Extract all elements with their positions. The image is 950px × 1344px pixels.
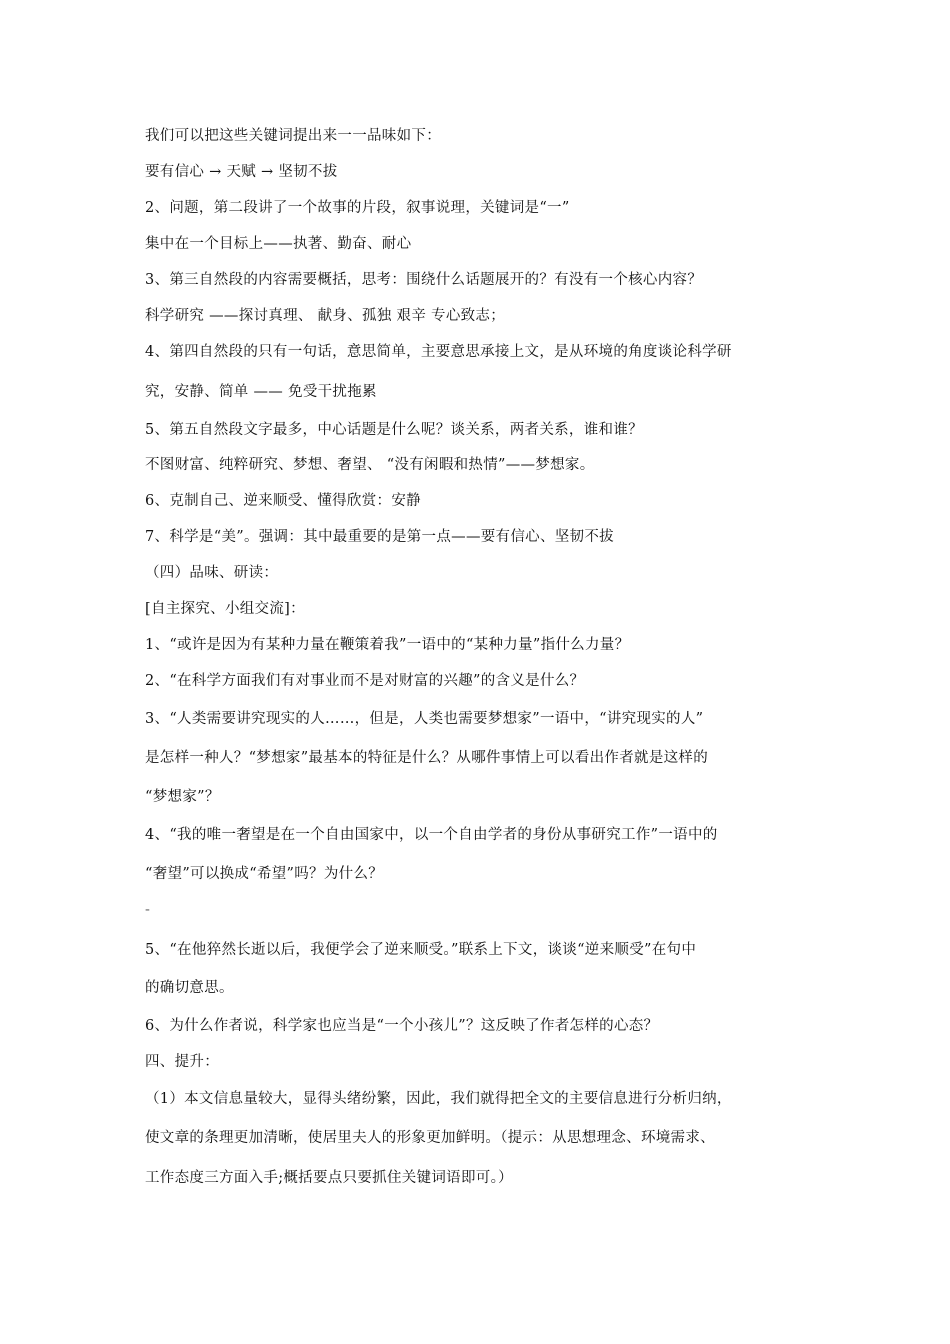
text-line: 我们可以把这些关键词提出来一一品味如下： <box>145 128 441 144</box>
section-heading: 四、提升： <box>145 1054 219 1070</box>
text-line: 4、“我的唯一奢望是在一个自由国家中，以一个自由学者的身份从事研究工作”一语中的 <box>145 827 718 843</box>
text-line: 7、科学是“美”。强调：其中最重要的是第一点——要有信心、坚韧不拔 <box>145 529 614 545</box>
text-line: “梦想家”？ <box>145 789 220 805</box>
text-line: 3、“人类需要讲究现实的人……，但是，人类也需要梦想家”一语中，“讲究现实的人” <box>145 711 704 727</box>
text-line: 5、第五自然段文字最多，中心话题是什么呢？谈关系，两者关系，谁和谁？ <box>145 422 643 438</box>
stray-dash: - <box>145 902 151 918</box>
text-line: 1、“或许是因为有某种力量在鞭策着我”一语中的“某种力量”指什么力量？ <box>145 637 630 653</box>
text-line: 6、克制自己、逆来顺受、懂得欣赏：安静 <box>145 493 421 509</box>
text-line: 使文章的条理更加清晰，使居里夫人的形象更加鲜明。（提示：从思想理念、环境需求、 <box>145 1130 715 1146</box>
text-line: [自主探究、小组交流]： <box>145 601 305 617</box>
text-line: （四）品味、研读： <box>145 565 279 581</box>
text-line: （1）本文信息量较大，显得头绪纷繁，因此，我们就得把全文的主要信息进行分析归纳， <box>145 1091 732 1107</box>
text-line: 3、第三自然段的内容需要概括，思考：围绕什么话题展开的？有没有一个核心内容？ <box>145 272 703 288</box>
text-line: 6、为什么作者说，科学家也应当是“一个小孩儿”？这反映了作者怎样的心态？ <box>145 1018 659 1034</box>
text-line: 的确切意思。 <box>145 980 234 996</box>
text-line: 要有信心 → 天赋 → 坚韧不拔 <box>145 164 338 180</box>
text-line: 集中在一个目标上——执著、勤奋、耐心 <box>145 236 412 252</box>
text-line: 究，安静、简单 —— 免受干扰拖累 <box>145 384 377 400</box>
text-line: 工作态度三方面入手;概括要点只要抓住关键词语即可。） <box>145 1170 513 1186</box>
text-line: 4、第四自然段的只有一句话，意思简单，主要意思承接上文，是从环境的角度谈论科学研 <box>145 344 732 360</box>
text-line: 科学研究 ——探讨真理、 献身、孤独 艰辛 专心致志； <box>145 308 506 324</box>
text-line: 2、问题，第二段讲了一个故事的片段，叙事说理，关键词是“一” <box>145 200 570 216</box>
text-line: 2、“在科学方面我们有对事业而不是对财富的兴趣”的含义是什么？ <box>145 673 585 689</box>
text-line: 是怎样一种人？“梦想家”最基本的特征是什么？从哪件事情上可以看出作者就是这样的 <box>145 750 709 766</box>
text-line: 不图财富、纯粹研究、梦想、奢望、 “没有闲暇和热情”——梦想家。 <box>145 457 595 473</box>
text-line: 5、“在他猝然长逝以后，我便学会了逆来顺受。”联系上下文，谈谈“逆来顺受”在句中 <box>145 942 697 958</box>
text-line: “奢望”可以换成“希望”吗？为什么？ <box>145 866 384 882</box>
